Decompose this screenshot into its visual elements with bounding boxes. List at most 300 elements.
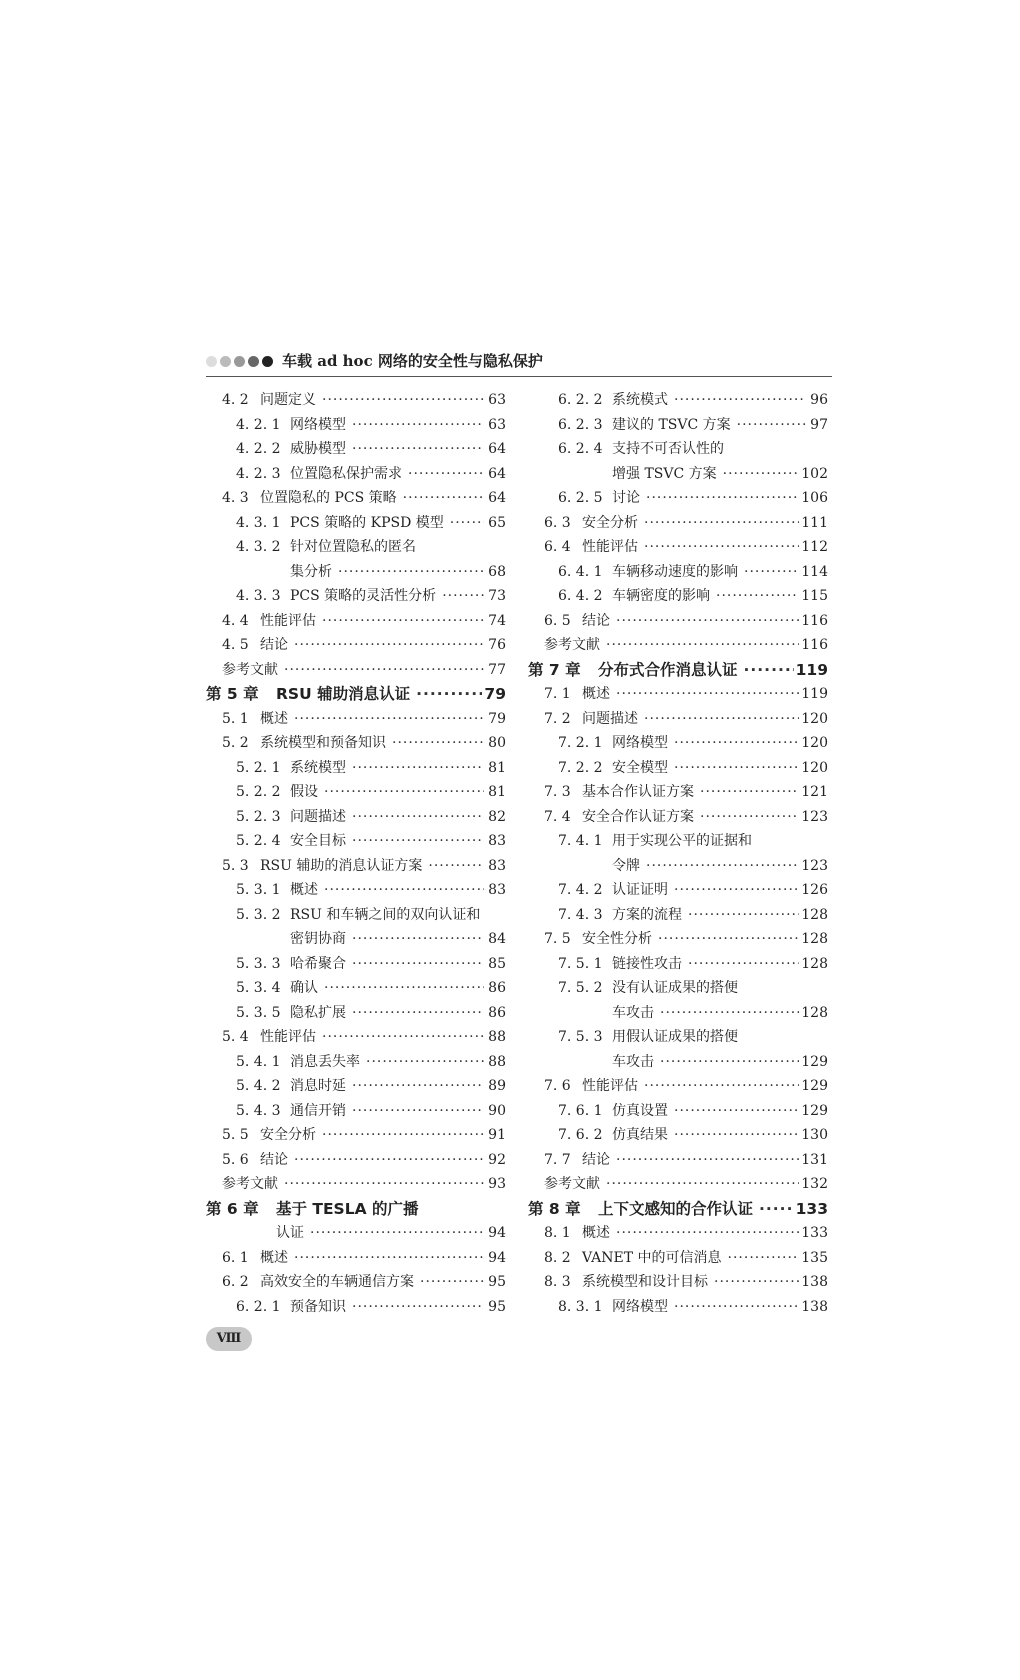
toc-entry — [206, 1221, 506, 1246]
toc-entry-page: 123 — [801, 857, 828, 874]
toc-entry — [206, 731, 506, 756]
toc-entry-number: 6. 2. 3 — [558, 416, 603, 433]
toc-entry-page: 81 — [488, 759, 506, 776]
toc-entry-title: 车攻击 — [612, 1053, 654, 1070]
toc-entry-title: 通信开销 — [290, 1102, 346, 1119]
toc-entry-title: 问题定义 — [260, 392, 316, 408]
toc-entry — [206, 682, 506, 707]
toc-entry-number: 6. 2 — [222, 1274, 249, 1290]
dot-leader — [352, 829, 484, 854]
dot-leader — [403, 486, 484, 511]
toc-entry-number: 5. 2. 4 — [236, 833, 281, 849]
header-dot — [234, 356, 245, 367]
toc-entry-title: 安全合作认证方案 — [582, 808, 694, 825]
dot-leader — [294, 1246, 484, 1271]
toc-entry-page: 121 — [801, 784, 828, 800]
toc-entry-title: 认证证明 — [612, 882, 668, 898]
toc-entry-number: 4. 2. 3 — [236, 465, 281, 482]
header-dot — [206, 356, 217, 367]
toc-entry — [528, 609, 828, 634]
toc-entry — [206, 805, 506, 830]
dot-leader — [606, 1172, 799, 1197]
toc-entry-number: 4. 2. 2 — [236, 441, 281, 457]
toc-entry-page: 82 — [488, 808, 506, 825]
toc-entry — [206, 1172, 506, 1197]
toc-entry-number: 5. 2. 3 — [236, 808, 281, 825]
toc-entry-page: 126 — [801, 882, 828, 898]
toc-entry-number: 5. 1 — [222, 710, 249, 727]
toc-entry-page: 88 — [488, 1029, 506, 1045]
toc-entry-title: 参考文献 — [544, 637, 600, 653]
header-dot — [248, 356, 259, 367]
toc-entry — [528, 462, 828, 487]
toc-entry-title: 消息时延 — [290, 1078, 346, 1094]
toc-entry-number: 7. 4. 1 — [558, 833, 603, 849]
toc-entry-page: 64 — [488, 441, 506, 457]
toc-entry-page: 116 — [801, 612, 828, 629]
dot-leader — [352, 1295, 484, 1320]
dot-leader — [352, 927, 484, 952]
toc-entry — [528, 1099, 828, 1124]
toc-entry-page: 97 — [810, 416, 828, 433]
dot-leader — [294, 707, 484, 732]
dot-leader — [644, 1074, 799, 1099]
toc-entry — [528, 1074, 828, 1099]
dot-leader — [310, 1221, 484, 1246]
toc-entry-title: 密钥协商 — [290, 931, 346, 947]
toc-entry-number: 4. 3. 2 — [236, 539, 281, 555]
toc-entry-page: 80 — [488, 735, 506, 751]
dot-leader — [616, 1148, 799, 1173]
dot-leader — [644, 535, 799, 560]
toc-entry-title: 假设 — [290, 784, 318, 800]
dot-leader — [737, 413, 806, 438]
toc-entry — [528, 1001, 828, 1026]
toc-entry — [206, 1099, 506, 1124]
toc-entry-page: 86 — [488, 980, 506, 996]
toc-entry-page: 83 — [488, 833, 506, 849]
toc-entry-number: 6. 2. 4 — [558, 441, 603, 457]
toc-entry-title: 安全分析 — [582, 514, 638, 531]
toc-entry — [206, 1246, 506, 1271]
toc-entry-title: 用于实现公平的证据和 — [612, 833, 752, 849]
toc-entry-page: 128 — [801, 906, 828, 923]
dot-leader — [674, 731, 799, 756]
toc-entry-title: 讨论 — [612, 490, 640, 506]
toc-entry-title: 系统模型和预备知识 — [260, 735, 386, 751]
toc-entry-title: 令牌 — [612, 857, 640, 874]
toc-entry — [206, 878, 506, 903]
toc-entry — [206, 633, 506, 658]
dot-leader — [338, 560, 484, 585]
toc-entry-title: RSU 和车辆之间的双向认证和 — [290, 906, 481, 923]
toc-entry-title: 安全分析 — [260, 1127, 316, 1143]
toc-entry-title: RSU 辅助的消息认证方案 — [260, 857, 423, 874]
dot-leader — [660, 1001, 799, 1026]
toc-entry-page: 112 — [801, 539, 828, 555]
toc-entry — [528, 1270, 828, 1295]
toc-entry — [528, 535, 828, 560]
toc-entry-title: 概述 — [260, 710, 288, 727]
toc-entry — [206, 756, 506, 781]
toc-entry-title: 参考文献 — [222, 1176, 278, 1192]
toc-entry — [528, 878, 828, 903]
toc-entry-page: 119 — [801, 686, 828, 702]
dot-leader — [322, 1123, 484, 1148]
dot-leader — [442, 584, 484, 609]
toc-entry — [206, 584, 506, 609]
toc-entry-page: 133 — [795, 1199, 828, 1218]
toc-entry-title: 预备知识 — [290, 1298, 346, 1315]
toc-entry-number: 5. 5 — [222, 1127, 249, 1143]
toc-entry-page: 91 — [488, 1127, 506, 1143]
toc-entry-number: 4. 3. 3 — [236, 588, 281, 604]
dot-leader — [700, 805, 799, 830]
toc-entry — [528, 1172, 828, 1197]
toc-entry-page: 89 — [488, 1078, 506, 1094]
toc-entry-page: 81 — [488, 784, 506, 800]
toc-entry-page: 128 — [801, 1004, 828, 1021]
toc-entry-number: 4. 5 — [222, 637, 249, 653]
toc-entry — [528, 560, 828, 585]
toc-entry-title: 支持不可否认性的 — [612, 441, 724, 457]
toc-entry — [528, 903, 828, 928]
toc-entry-page: 120 — [801, 759, 828, 776]
toc-entry-number: 5. 4. 2 — [236, 1078, 281, 1094]
toc-entry-number: 8. 2 — [544, 1249, 571, 1266]
toc-entry-number: 5. 3. 4 — [236, 980, 281, 996]
toc-entry-number: 5. 3. 1 — [236, 882, 281, 898]
toc-entry-title: 结论 — [582, 1151, 610, 1168]
toc-entry-title: 威胁模型 — [290, 441, 346, 457]
toc-entry-number: 第 8 章 — [528, 1199, 581, 1218]
dot-leader — [728, 1246, 800, 1271]
toc-entry-number: 第 7 章 — [528, 660, 581, 679]
toc-entry-number: 6. 3 — [544, 514, 571, 531]
toc-entry-page: 115 — [801, 588, 828, 604]
toc-entry-title: 确认 — [290, 980, 318, 996]
dot-leader — [674, 1099, 799, 1124]
toc-entry-number: 4. 3 — [222, 490, 249, 506]
toc-entry-title: 系统模型和设计目标 — [582, 1274, 708, 1290]
dot-leader — [646, 854, 799, 879]
toc-entry-number: 7. 6 — [544, 1078, 571, 1094]
toc-entry-title: 隐私扩展 — [290, 1004, 346, 1021]
toc-entry — [528, 731, 828, 756]
toc-entry-title: 针对位置隐私的匿名 — [290, 539, 416, 555]
dot-leader — [352, 952, 484, 977]
toc-entry-page: 85 — [488, 955, 506, 972]
toc-entry — [206, 780, 506, 805]
dot-leader — [674, 756, 799, 781]
toc-entry-number: 7. 5. 3 — [558, 1029, 603, 1045]
toc-entry-title: 性能评估 — [582, 539, 638, 555]
toc-entry-page: 94 — [488, 1225, 506, 1241]
toc-entry — [206, 535, 506, 560]
dot-leader — [352, 413, 484, 438]
toc-entry-title: 集分析 — [290, 563, 332, 580]
toc-entry — [206, 658, 506, 683]
dot-leader — [420, 1270, 484, 1295]
toc-entry — [528, 829, 828, 854]
toc-entry — [528, 976, 828, 1001]
toc-entry — [528, 780, 828, 805]
toc-entry-page: 73 — [488, 588, 506, 604]
toc-entry-page: 111 — [801, 514, 828, 531]
dot-leader — [674, 1295, 799, 1320]
toc-entry-number: 7. 5 — [544, 931, 571, 947]
dot-leader — [428, 854, 484, 879]
toc-entry — [206, 1197, 506, 1222]
toc-entry — [206, 413, 506, 438]
dot-leader — [322, 609, 484, 634]
toc-entry-title: PCS 策略的 KPSD 模型 — [290, 514, 444, 531]
toc-entry — [528, 388, 828, 413]
toc-entry-page: 79 — [488, 710, 506, 727]
toc-entry-title: 网络模型 — [612, 1298, 668, 1315]
toc-entry — [528, 805, 828, 830]
toc-entry-page: 65 — [488, 514, 506, 531]
dot-leader — [723, 462, 800, 487]
toc-entry-number: 第 6 章 — [206, 1199, 259, 1218]
toc-entry-page: 68 — [488, 563, 506, 580]
toc-entry-number: 5. 6 — [222, 1151, 249, 1168]
toc-entry-title: 网络模型 — [290, 416, 346, 433]
toc-entry — [206, 1270, 506, 1295]
dot-leader — [352, 805, 484, 830]
toc-entry-title: 基本合作认证方案 — [582, 784, 694, 800]
toc-entry-page: 79 — [484, 685, 506, 703]
toc-entry-number: 8. 3 — [544, 1274, 571, 1290]
dot-leader — [324, 780, 484, 805]
toc-entry-page: 133 — [801, 1225, 828, 1241]
toc-entry-number: 6. 2. 2 — [558, 392, 603, 408]
toc-entry — [206, 707, 506, 732]
toc-entry-page: 84 — [488, 931, 506, 947]
toc-entry — [206, 1295, 506, 1320]
header-dots — [206, 356, 273, 367]
toc-entry-page: 135 — [801, 1249, 828, 1266]
toc-entry-page: 129 — [801, 1078, 828, 1094]
dot-leader — [416, 682, 482, 707]
dot-leader — [616, 609, 799, 634]
dot-leader — [294, 633, 484, 658]
toc-entry-number: 4. 3. 1 — [236, 514, 281, 531]
book-title: 车载 ad hoc 网络的安全性与隐私保护 — [282, 352, 543, 370]
toc-entry-page: 132 — [801, 1176, 828, 1192]
toc-entry-title: 基于 TESLA 的广播 — [276, 1199, 419, 1218]
toc-entry — [528, 854, 828, 879]
header-dot — [262, 356, 273, 367]
toc-entry-title: PCS 策略的灵活性分析 — [290, 588, 437, 604]
toc-entry-page: 74 — [488, 612, 506, 629]
toc-entry-title: 车攻击 — [612, 1004, 654, 1021]
dot-leader — [606, 633, 799, 658]
toc-entry-title: 系统模式 — [612, 392, 668, 408]
toc-entry — [528, 1025, 828, 1050]
toc-entry-page: 119 — [795, 660, 828, 679]
toc-entry-page: 95 — [488, 1298, 506, 1315]
toc-entry-number: 7. 4. 3 — [558, 906, 603, 923]
toc-entry-number: 7. 2. 2 — [558, 759, 603, 776]
dot-leader — [660, 1050, 799, 1075]
toc-entry-number: 7. 5. 1 — [558, 955, 603, 972]
toc-entry-page: 88 — [488, 1053, 506, 1070]
toc-entry-number: 7. 1 — [544, 686, 571, 702]
toc-entry-page: 95 — [488, 1274, 506, 1290]
toc-entry-number: 7. 6. 1 — [558, 1102, 603, 1119]
toc-entry-page: 120 — [801, 710, 828, 727]
toc-entry — [528, 952, 828, 977]
toc-entry-number: 6. 2. 1 — [236, 1298, 281, 1315]
toc-entry-title: 性能评估 — [260, 1029, 316, 1045]
toc-entry-number: 7. 2. 1 — [558, 735, 603, 751]
toc-entry-title: 没有认证成果的搭便 — [612, 980, 738, 996]
toc-entry-page: 64 — [488, 490, 506, 506]
toc-entry-number: 5. 3 — [222, 857, 249, 874]
dot-leader — [352, 437, 484, 462]
toc-entry-page: 138 — [801, 1274, 828, 1290]
toc-entry — [528, 413, 828, 438]
toc-entry — [206, 437, 506, 462]
toc-entry — [206, 388, 506, 413]
toc-entry-number: 7. 2 — [544, 710, 571, 727]
toc-entry — [528, 633, 828, 658]
toc-entry-page: 83 — [488, 882, 506, 898]
toc-entry — [206, 976, 506, 1001]
toc-entry-number: 6. 5 — [544, 612, 571, 629]
toc-entry-title: 参考文献 — [544, 1176, 600, 1192]
toc-entry — [528, 1246, 828, 1271]
toc-entry — [528, 1123, 828, 1148]
toc-entry-number: 5. 4. 3 — [236, 1102, 281, 1119]
toc-entry-number: 5. 3. 3 — [236, 955, 281, 972]
toc-entry-title: 建议的 TSVC 方案 — [612, 416, 731, 433]
toc-entry-page: 129 — [801, 1102, 828, 1119]
toc-entry — [528, 658, 828, 683]
toc-entry — [206, 1148, 506, 1173]
toc-entry — [206, 829, 506, 854]
toc-entry — [206, 927, 506, 952]
toc-entry-page: 93 — [488, 1176, 506, 1192]
toc-entry-page: 64 — [488, 465, 506, 482]
toc-entry-title: 问题描述 — [290, 808, 346, 825]
toc-entry-page: 116 — [801, 637, 828, 653]
toc-right-column — [528, 388, 828, 1319]
toc-entry-page: 102 — [801, 465, 828, 482]
dot-leader — [352, 756, 484, 781]
toc-entry — [206, 511, 506, 536]
dot-leader — [408, 462, 484, 487]
toc-entry-title: 安全模型 — [612, 759, 668, 776]
toc-entry-page: 128 — [801, 955, 828, 972]
toc-entry-title: 车辆密度的影响 — [612, 588, 710, 604]
dot-leader — [714, 1270, 799, 1295]
toc-entry-number: 5. 4 — [222, 1029, 249, 1045]
toc-entry — [206, 560, 506, 585]
toc-entry-number: 5. 2. 2 — [236, 784, 281, 800]
dot-leader — [366, 1050, 484, 1075]
toc-entry-page: 94 — [488, 1249, 506, 1266]
dot-leader — [674, 388, 806, 413]
dot-leader — [688, 903, 799, 928]
toc-entry-title: 认证 — [276, 1225, 304, 1241]
toc-entry-title: 概述 — [290, 882, 318, 898]
toc-entry-page: 123 — [801, 808, 828, 825]
toc-entry-title: VANET 中的可信消息 — [582, 1249, 722, 1266]
toc-entry-page: 83 — [488, 857, 506, 874]
dot-leader — [392, 731, 484, 756]
toc-entry — [206, 1074, 506, 1099]
toc-entry-number: 6. 2. 5 — [558, 490, 603, 506]
toc-entry-page: 138 — [801, 1298, 828, 1315]
toc-entry-number: 5. 3. 5 — [236, 1004, 281, 1021]
toc-entry — [528, 437, 828, 462]
toc-entry-number: 6. 1 — [222, 1249, 249, 1266]
toc-entry-page: 120 — [801, 735, 828, 751]
toc-entry-number: 7. 4 — [544, 808, 571, 825]
toc-entry-title: 车辆移动速度的影响 — [612, 563, 738, 580]
dot-leader — [644, 511, 799, 536]
toc-entry-number: 4. 2. 1 — [236, 416, 281, 433]
toc-entry-page: 92 — [488, 1151, 506, 1168]
toc-entry-title: 仿真设置 — [612, 1102, 668, 1119]
toc-entry — [206, 854, 506, 879]
toc-entry — [206, 903, 506, 928]
toc-entry-number: 6. 4 — [544, 539, 571, 555]
dot-leader — [294, 1148, 484, 1173]
toc-entry — [528, 756, 828, 781]
toc-entry-page: 128 — [801, 931, 828, 947]
toc-entry — [206, 1001, 506, 1026]
toc-entry — [206, 462, 506, 487]
toc-entry-title: 性能评估 — [260, 612, 316, 629]
toc-entry-title: 概述 — [582, 1225, 610, 1241]
toc-entry-title: 概述 — [582, 686, 610, 702]
dot-leader — [284, 1172, 484, 1197]
toc-entry-number: 5. 2. 1 — [236, 759, 281, 776]
dot-leader — [324, 976, 484, 1001]
dot-leader — [674, 878, 799, 903]
toc-entry — [206, 609, 506, 634]
toc-entry-number: 8. 3. 1 — [558, 1298, 603, 1315]
toc-entry-number: 6. 4. 1 — [558, 563, 603, 580]
toc-entry-title: 消息丢失率 — [290, 1053, 360, 1070]
toc-entry-number: 7. 4. 2 — [558, 882, 603, 898]
dot-leader — [744, 658, 794, 683]
toc-entry-title: 上下文感知的合作认证 — [598, 1199, 754, 1218]
dot-leader — [616, 682, 799, 707]
header-dot — [220, 356, 231, 367]
toc-entry — [528, 486, 828, 511]
toc-entry-title: 问题描述 — [582, 710, 638, 727]
toc-entry-page: 96 — [810, 392, 828, 408]
running-header — [206, 350, 832, 377]
toc-entry-page: 90 — [488, 1102, 506, 1119]
toc-entry-title: 网络模型 — [612, 735, 668, 751]
toc-entry — [528, 707, 828, 732]
dot-leader — [284, 658, 484, 683]
dot-leader — [352, 1074, 484, 1099]
toc-entry — [528, 1221, 828, 1246]
toc-entry — [528, 584, 828, 609]
toc-entry — [206, 1050, 506, 1075]
dot-leader — [352, 1099, 484, 1124]
toc-entry-title: 方案的流程 — [612, 906, 682, 923]
toc-entry — [528, 511, 828, 536]
toc-entry-page: 106 — [801, 490, 828, 506]
toc-entry-title: 分布式合作消息认证 — [598, 660, 738, 679]
